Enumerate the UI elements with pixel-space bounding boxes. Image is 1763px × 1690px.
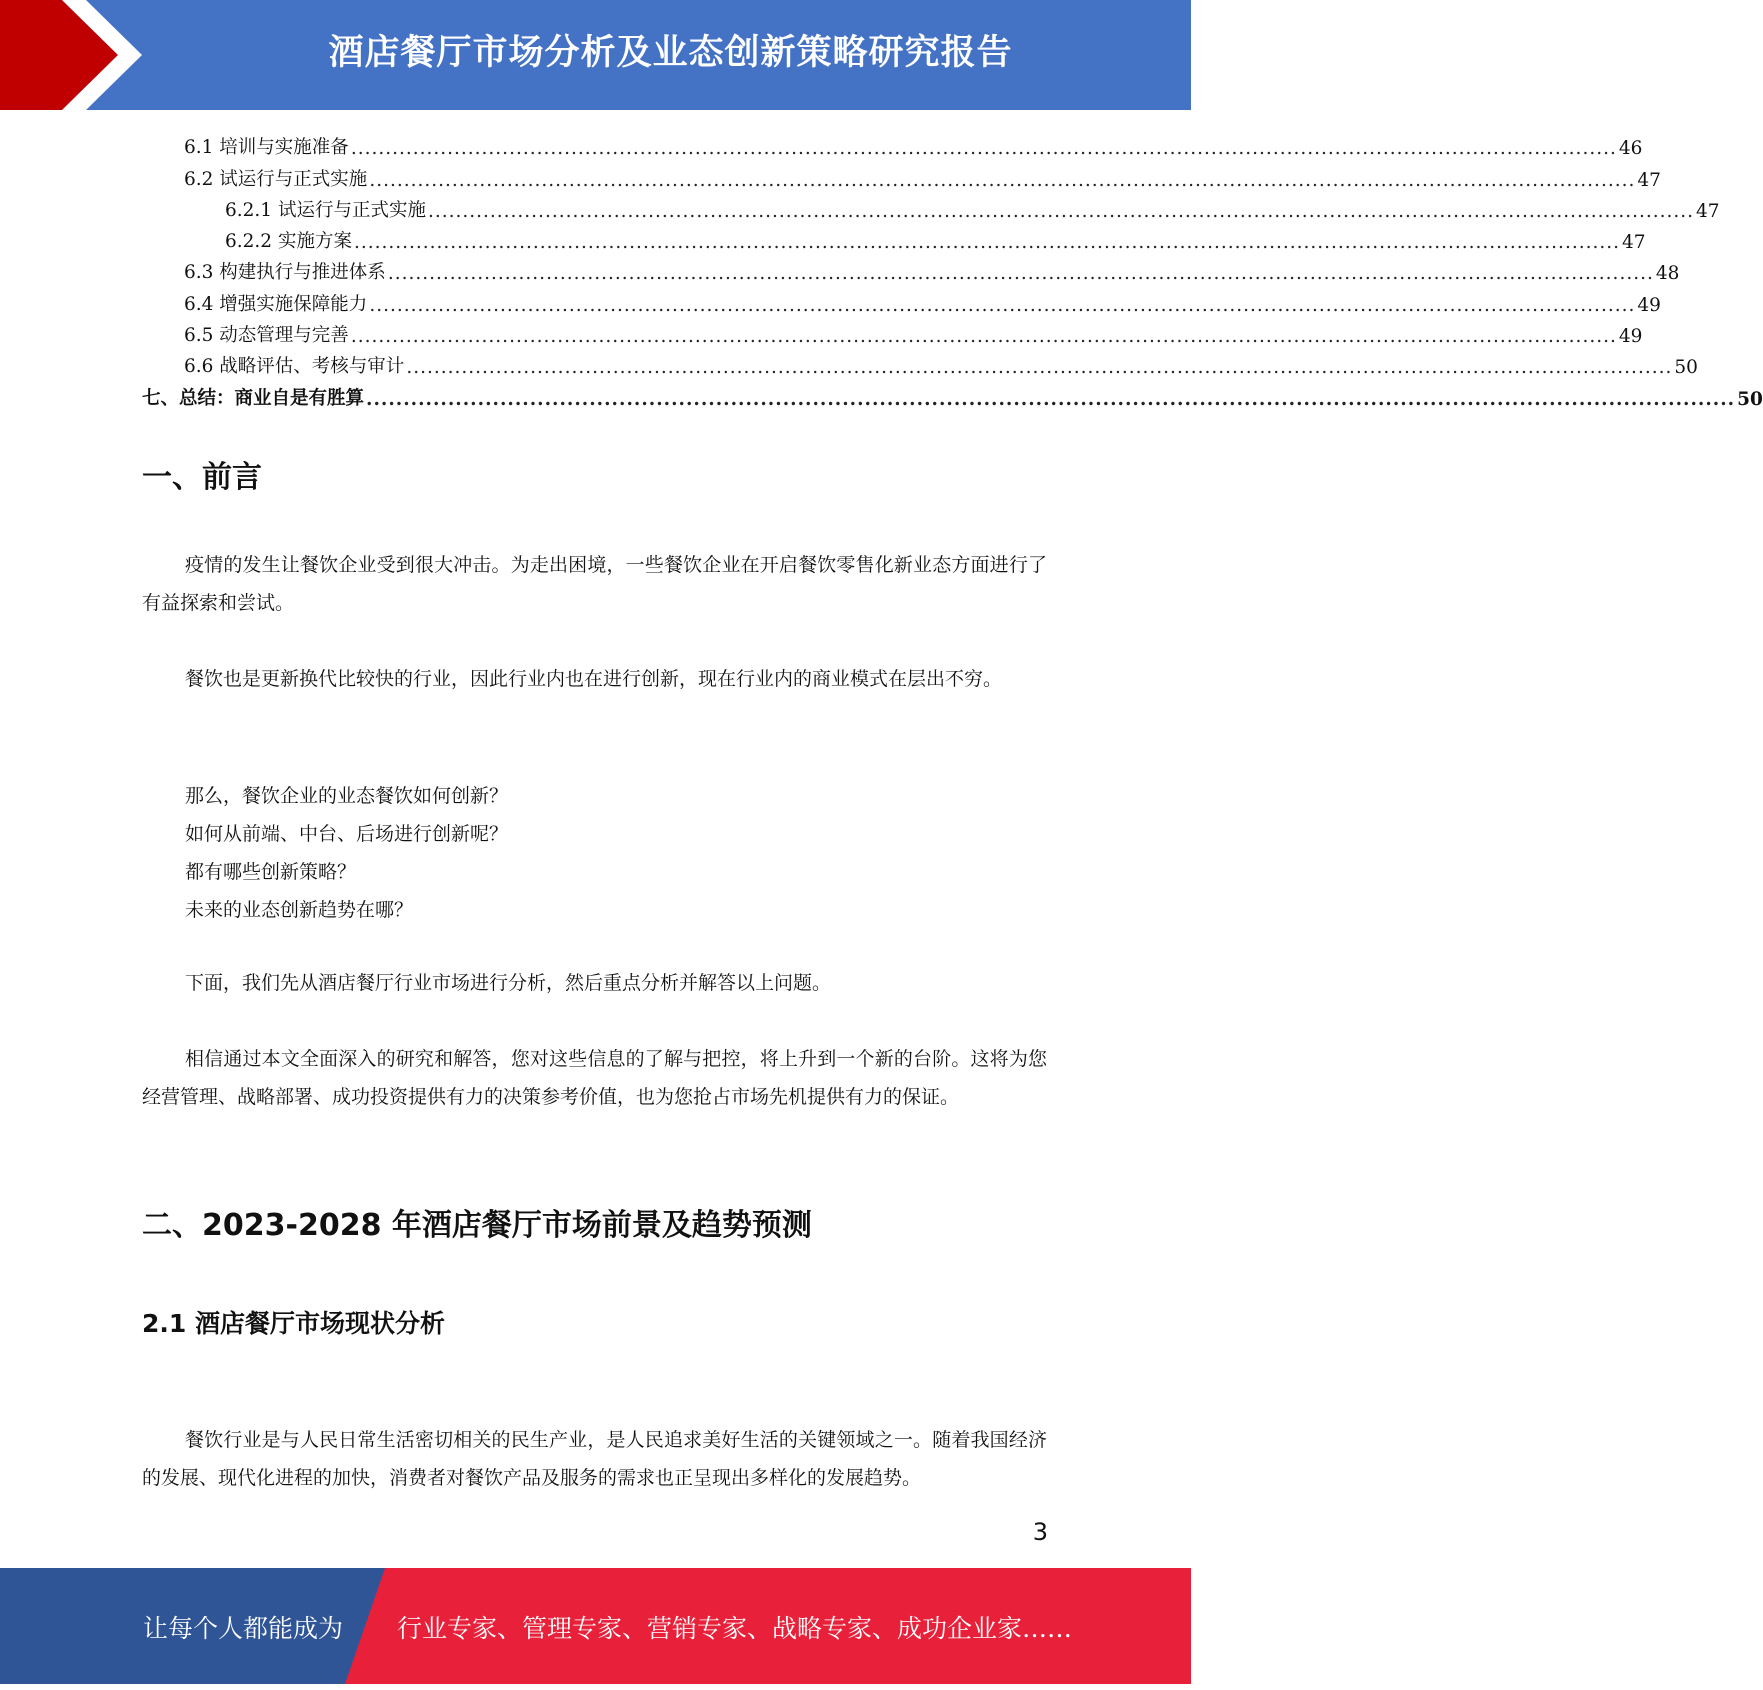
toc-leader: ........................................................................................................................................................................................ <box>350 138 1617 160</box>
toc-entry[interactable] <box>142 347 1698 379</box>
toc-entry-label: 6.2 试运行与正式实施 <box>184 168 368 190</box>
page-footer <box>0 1568 1191 1684</box>
toc-entry[interactable] <box>142 284 1661 316</box>
page-number: 3 <box>1032 1518 1048 1546</box>
question-line: 如何从前端、中台、后场进行创新呢？ <box>185 823 509 845</box>
toc-entry-label: 6.1 培训与实施准备 <box>184 137 349 159</box>
paragraph: 餐饮行业是与人民日常生活密切相关的民生产业，是人民追求美好生活的关键领域之一。随着我国经济的发展、现代化进程的加快，消费者对餐饮产品及服务的需求也正呈现出多样化的发展趋势。 <box>142 1429 1047 1489</box>
toc-leader: ........................................................................................................................................................................................ <box>369 294 1636 316</box>
toc-entry-page: 46 <box>1618 138 1643 160</box>
toc-leader: ........................................................................................................................................................................................ <box>406 357 1673 379</box>
question-line: 未来的业态创新趋势在哪？ <box>185 899 414 921</box>
toc-entry-page: 47 <box>1637 169 1661 191</box>
toc-leader: ........................................................................................................................................................................................ <box>350 326 1617 348</box>
toc-entry-page: 47 <box>1696 200 1720 222</box>
question-line: 都有哪些创新策略？ <box>185 861 357 883</box>
toc-entry[interactable] <box>142 191 1720 222</box>
footer-slogan-left: 让每个人都能成为 <box>143 1614 344 1643</box>
toc-leader: ........................................................................................................................................................................................ <box>353 232 1620 254</box>
toc-entry-page: 50 <box>1737 388 1763 410</box>
report-title: 酒店餐厅市场分析及业态创新策略研究报告 <box>328 33 1013 73</box>
toc-entry[interactable] <box>142 316 1643 348</box>
toc-entry-label: 6.5 动态管理与完善 <box>184 325 349 347</box>
toc-entry[interactable] <box>142 222 1646 254</box>
toc-entry-label: 七、总结：商业自是有胜算 <box>142 387 365 409</box>
paragraph: 餐饮也是更新换代比较快的行业，因此行业内也在进行创新，现在行业内的商业模式在层出不穷。 <box>185 668 1003 690</box>
toc-entry-label: 6.4 增强实施保障能力 <box>184 293 368 315</box>
toc-entry-label: 6.2.2 实施方案 <box>225 231 352 253</box>
footer-slogan-right: 行业专家、管理专家、营销专家、战略专家、成功企业家…… <box>397 1614 1073 1643</box>
toc-entry-page: 50 <box>1674 357 1698 379</box>
toc-leader: ........................................................................................................................................................................................ <box>427 200 1695 222</box>
toc-entry-page: 48 <box>1655 263 1680 285</box>
subsection-heading: 2.1 酒店餐厅市场现状分析 <box>142 1309 445 1338</box>
toc-entry-label: 6.2.1 试运行与正式实施 <box>225 199 426 221</box>
header-arrow-decoration <box>0 0 160 110</box>
toc-leader: ........................................................................................................................................................................................ <box>366 388 1736 410</box>
paragraph: 相信通过本文全面深入的研究和解答，您对这些信息的了解与把控，将上升到一个新的台阶。这将为您经营管理、战略部署、成功投资提供有力的决策参考价值，也为您抢占市场先机提供有力的保证。 <box>142 1048 1047 1108</box>
toc-entry[interactable] <box>142 253 1680 285</box>
toc-entry[interactable] <box>142 378 1763 410</box>
toc-entry-page: 49 <box>1637 294 1661 316</box>
page-header <box>0 0 1191 110</box>
toc-entry[interactable] <box>142 128 1643 160</box>
toc-entry-page: 47 <box>1622 232 1646 254</box>
section-heading-forecast: 二、2023-2028 年酒店餐厅市场前景及趋势预测 <box>142 1208 812 1243</box>
paragraph: 下面，我们先从酒店餐厅行业市场进行分析，然后重点分析并解答以上问题。 <box>185 972 832 994</box>
table-of-contents <box>142 128 1763 410</box>
question-line: 那么，餐饮企业的业态餐饮如何创新？ <box>185 785 509 807</box>
toc-entry[interactable] <box>142 159 1661 191</box>
toc-entry-label: 6.6 战略评估、考核与审计 <box>184 356 405 378</box>
toc-entry-page: 49 <box>1618 326 1643 348</box>
paragraph: 疫情的发生让餐饮企业受到很大冲击。为走出困境，一些餐饮企业在开启餐饮零售化新业态方面进行了有益探索和尝试。 <box>142 554 1047 614</box>
section-heading-preface: 一、前言 <box>142 460 262 495</box>
toc-leader: ........................................................................................................................................................................................ <box>387 263 1654 285</box>
toc-leader: ........................................................................................................................................................................................ <box>369 169 1636 191</box>
toc-entry-label: 6.3 构建执行与推进体系 <box>184 262 386 284</box>
